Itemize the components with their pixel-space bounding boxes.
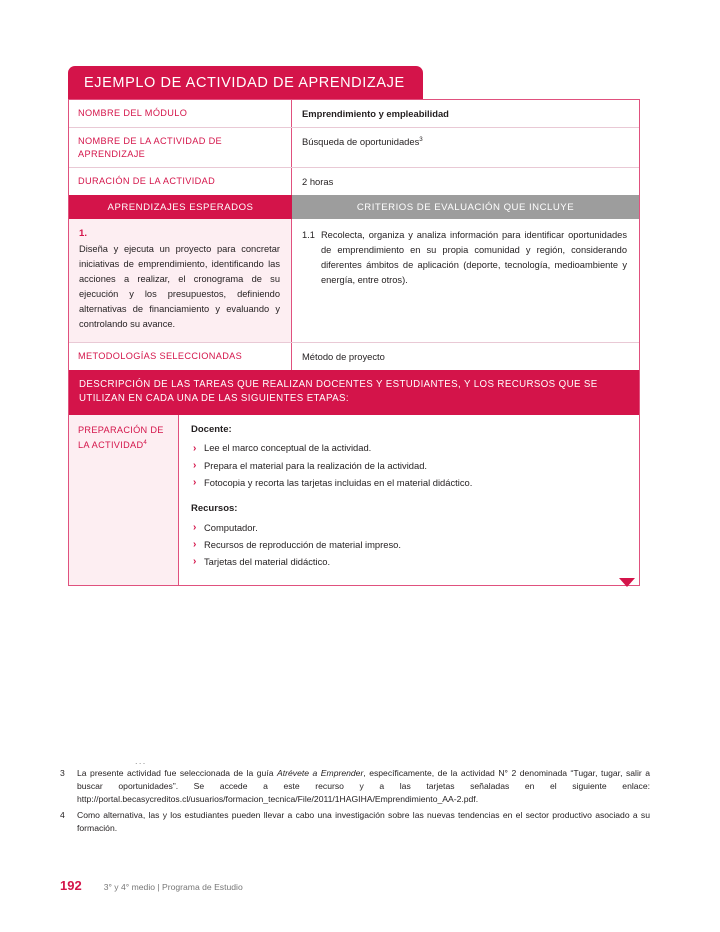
footnote-separator: ... [135, 756, 147, 766]
preparation-row [69, 415, 639, 585]
row-label-actividad: NOMBRE DE LA ACTIVIDAD DE APRENDIZAJE [69, 128, 292, 168]
resources-heading: Recursos: [191, 503, 238, 515]
footer-text: 3° y 4° medio | Programa de Estudio [103, 882, 243, 892]
teacher-heading: Docente: [191, 423, 232, 435]
header-criterios-evaluacion: CRITERIOS DE EVALUACIÓN QUE INCLUYE [292, 195, 639, 219]
activity-table [68, 99, 640, 586]
activity-name-text: Búsqueda de oportunidades [302, 135, 420, 147]
table-row [69, 342, 639, 370]
list-item: › Lee el marco conceptual de la actividad. [191, 440, 627, 457]
list-item: › Fotocopia y recorta las tarjetas incluidas en el material didáctico. [191, 474, 627, 491]
footnote-ref-3: 3 [419, 135, 423, 143]
page-number: 192 [60, 878, 82, 893]
triangle-down-icon [619, 578, 635, 587]
footnote-4 [60, 809, 650, 835]
page-footer [60, 878, 243, 893]
footnote-3 [60, 767, 650, 806]
footnote-text-part1: La presente actividad fue seleccionada de la guía [77, 768, 278, 778]
row-label-duracion: DURACIÓN DE LA ACTIVIDAD [69, 168, 292, 195]
footnote-text-part2: , específicamente, de la actividad N° 2 denominada “Tugar, tugar, salir a buscar oportunidades”. Se accede a este recurso y a las tarjetas señaladas en el siguiente enlace: http://portal.becasycreditos.cl/usuarios/formacion_tecnica/File/2011/1HAGIHA/Emprendimiento_AA-2.pdf. [77, 768, 650, 805]
list-item: › Tarjetas del material didáctico. [191, 553, 627, 570]
row-value-actividad [292, 128, 639, 168]
list-item: › Computador. [191, 519, 627, 536]
row-value-metodologias: Método de proyecto [302, 351, 385, 363]
title-tab-wrapper [68, 66, 423, 99]
footnote-text: Como alternativa, las y los estudiantes pueden llevar a cabo una investigación sobre las nuevas tendencias en el sector productivo asociado a su formación. [77, 810, 650, 834]
criterion-text: Recolecta, organiza y analiza información para identificar oportunidades de emprendimiento en su propia comunidad y región, considerando diferentes ámbitos de aplicación (deporte, tecnología, medioambiente y energía, entre otros). [320, 229, 627, 286]
column-headers-row [69, 195, 639, 219]
stage-label-text: PREPARACIÓN DE LA ACTIVIDAD [78, 424, 164, 450]
learning-outcome-text: Diseña y ejecuta un proyecto para concretar iniciativas de emprendimiento, identificando las acciones a realizar, el cronograma de su ejecución y los presupuestos, definiendo alternativas de financiamiento y evaluando y controlando su avance. [79, 243, 280, 330]
criterion-number: 1.1 [302, 229, 315, 240]
stage-label-cell [69, 415, 179, 585]
table-row [69, 127, 639, 168]
criteria-cell [292, 219, 639, 342]
footnotes-section [60, 767, 650, 838]
row-label-modulo: NOMBRE DEL MÓDULO [69, 100, 292, 127]
page-title: EJEMPLO DE ACTIVIDAD DE APRENDIZAJE [68, 66, 423, 99]
description-banner: DESCRIPCIÓN DE LAS TAREAS QUE REALIZAN DOCENTES Y ESTUDIANTES, Y LOS RECURSOS QUE SE UTILIZAN EN CADA UNA DE LAS SIGUIENTES ETAPAS: [69, 370, 639, 415]
criterion-item [302, 228, 627, 288]
list-item: › Recursos de reproducción de material impreso. [191, 536, 627, 553]
stage-content-cell [179, 415, 639, 585]
table-row [69, 100, 639, 127]
teacher-task-list [191, 440, 627, 491]
resources-list [191, 519, 627, 570]
footnote-number: 3 [60, 768, 65, 778]
learning-outcome-row [69, 219, 639, 342]
learning-outcome-number: 1. [79, 227, 88, 239]
row-label-metodologias: METODOLOGÍAS SELECCIONADAS [69, 343, 292, 370]
table-row [69, 167, 639, 195]
footnote-text [77, 767, 650, 806]
footnote-guide-title: Atrévete a Emprender [277, 768, 364, 778]
header-aprendizajes-esperados: APRENDIZAJES ESPERADOS [69, 195, 292, 219]
footnote-ref-4: 4 [143, 438, 148, 446]
row-value-modulo: Emprendimiento y empleabilidad [302, 108, 449, 119]
list-item: › Prepara el material para la realización de la actividad. [191, 457, 627, 474]
footnote-number: 4 [60, 810, 65, 821]
learning-outcome-cell [69, 219, 292, 342]
row-value-duracion: 2 horas [302, 176, 334, 188]
